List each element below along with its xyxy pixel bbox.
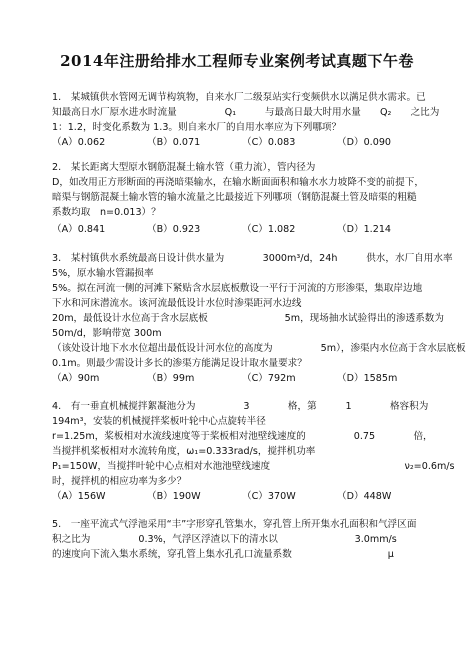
question-4-line: 194m³，安装的机械搅拌桨板叶轮中心点旋转半径 xyxy=(52,416,266,427)
answer-option: （D）1.214 xyxy=(337,224,392,235)
question-4-line: 4. 有一垂直机械搅拌絮凝池分为 3 格，第 1 格容积为 xyxy=(52,401,429,412)
question-3-line: 5%，原水输水管漏损率 xyxy=(52,268,154,279)
question-3-line: 3. 某村镇供水系统最高日设计供水量为 3000m³/d，24h 供水，水厂自用水率 xyxy=(52,253,453,264)
question-3-line: 20m，最低设计水位高于含水层底板 5m，现场抽水试验得出的渗透系数为 xyxy=(52,313,444,324)
question-3-options xyxy=(52,373,434,385)
question-4-line: 当搅拌机桨板相对水流转角度，ω₁=0.333rad/s，搅拌机功率 xyxy=(52,446,316,457)
question-3-line: 50m/d，影响带宽 300m xyxy=(52,328,162,339)
question-5-line: 5. 一座平流式气浮池采用“丰”字形穿孔管集水，穿孔管上所开集水孔面积和气浮区面 xyxy=(52,519,417,530)
question-3-line: 5%。拟在河流一侧的河滩下紧贴含水层底板敷设一平行于河流的方形渗渠，集取岸边地 xyxy=(52,283,423,294)
answer-option: （A）0.841 xyxy=(52,224,106,235)
answer-option: （D）448W xyxy=(337,491,392,502)
question-2-line: 系数均取 n=0.013）？ xyxy=(52,207,161,218)
answer-option: （D）0.090 xyxy=(337,137,392,148)
question-1-line: 1. 某城镇供水管网无调节构筑物，自来水厂二级泵站实行变频供水以满足供水需求。已 xyxy=(52,92,426,103)
answer-option: （C）1.082 xyxy=(242,224,296,235)
question-3-line: （该处设计地下水水位超出最低设计河水位的高度为 5m），渗渠内水位高于含水层底板 xyxy=(52,343,466,354)
answer-option: （B）0.923 xyxy=(147,224,201,235)
answer-option: （B）99m xyxy=(147,373,195,384)
question-4-options xyxy=(52,491,434,503)
answer-option: （C）370W xyxy=(242,491,296,502)
question-1-options xyxy=(52,137,434,149)
answer-option: （B）0.071 xyxy=(147,137,201,148)
answer-option: （C）792m xyxy=(242,373,296,384)
question-1-line: 知最高日水厂原水进水时流量 Q₁ 与最高日最大时用水量 Q₂ 之比为 xyxy=(52,107,440,118)
question-2-line: D，如改用正方形断面的再浇暗渠输水，在输水断面面积和输水水力坡降不变的前提下， xyxy=(52,177,424,188)
question-3-line: 下水和河床潜流水。该河流最低设计水位时渗渠距河水边线 xyxy=(52,298,302,309)
answer-option: （B）190W xyxy=(147,491,201,502)
question-2-line: 暗渠与钢筋混凝土输水管的输水流量之比最接近下列哪项（钢筋混凝土管及暗渠的粗糙 xyxy=(52,192,417,203)
question-4-line: 时，搅拌机的相应功率为多少？ xyxy=(52,476,187,487)
question-1-line: 1：1.2，时变化系数为 1.3。则自来水厂的自用水率应为下列哪项？ xyxy=(52,122,342,133)
answer-option: （C）0.083 xyxy=(242,137,296,148)
answer-option: （A）90m xyxy=(52,373,100,384)
answer-option: （A）156W xyxy=(52,491,106,502)
question-4-line: r=1.25m，桨板相对水流线速度等于桨板相对池壁线速度的 0.75 倍， xyxy=(52,431,433,442)
answer-option: （D）1585m xyxy=(337,373,398,384)
question-2-line: 2. 某长距离大型原水钢筋混凝土输水管（重力流），管内径为 xyxy=(52,162,316,173)
question-2-options xyxy=(52,224,434,236)
answer-option: （A）0.062 xyxy=(52,137,106,148)
question-3-line: 0.1m。则最少需设计多长的渗渠方能满足设计取水量要求？ xyxy=(52,358,307,369)
page-title: 2014年注册给排水工程师专业案例考试真题下午卷 xyxy=(60,52,414,70)
question-5-line: 的速度向下流入集水系统，穿孔管上集水孔孔口流量系数 μ xyxy=(52,549,394,560)
question-4-line: P₁=150W，当搅拌叶轮中心点相对水池池壁线速度 ν₂=0.6m/s xyxy=(52,461,455,472)
question-5-line: 积之比为 0.3%，气浮区浮渣以下的清水以 3.0mm/s xyxy=(52,534,397,545)
